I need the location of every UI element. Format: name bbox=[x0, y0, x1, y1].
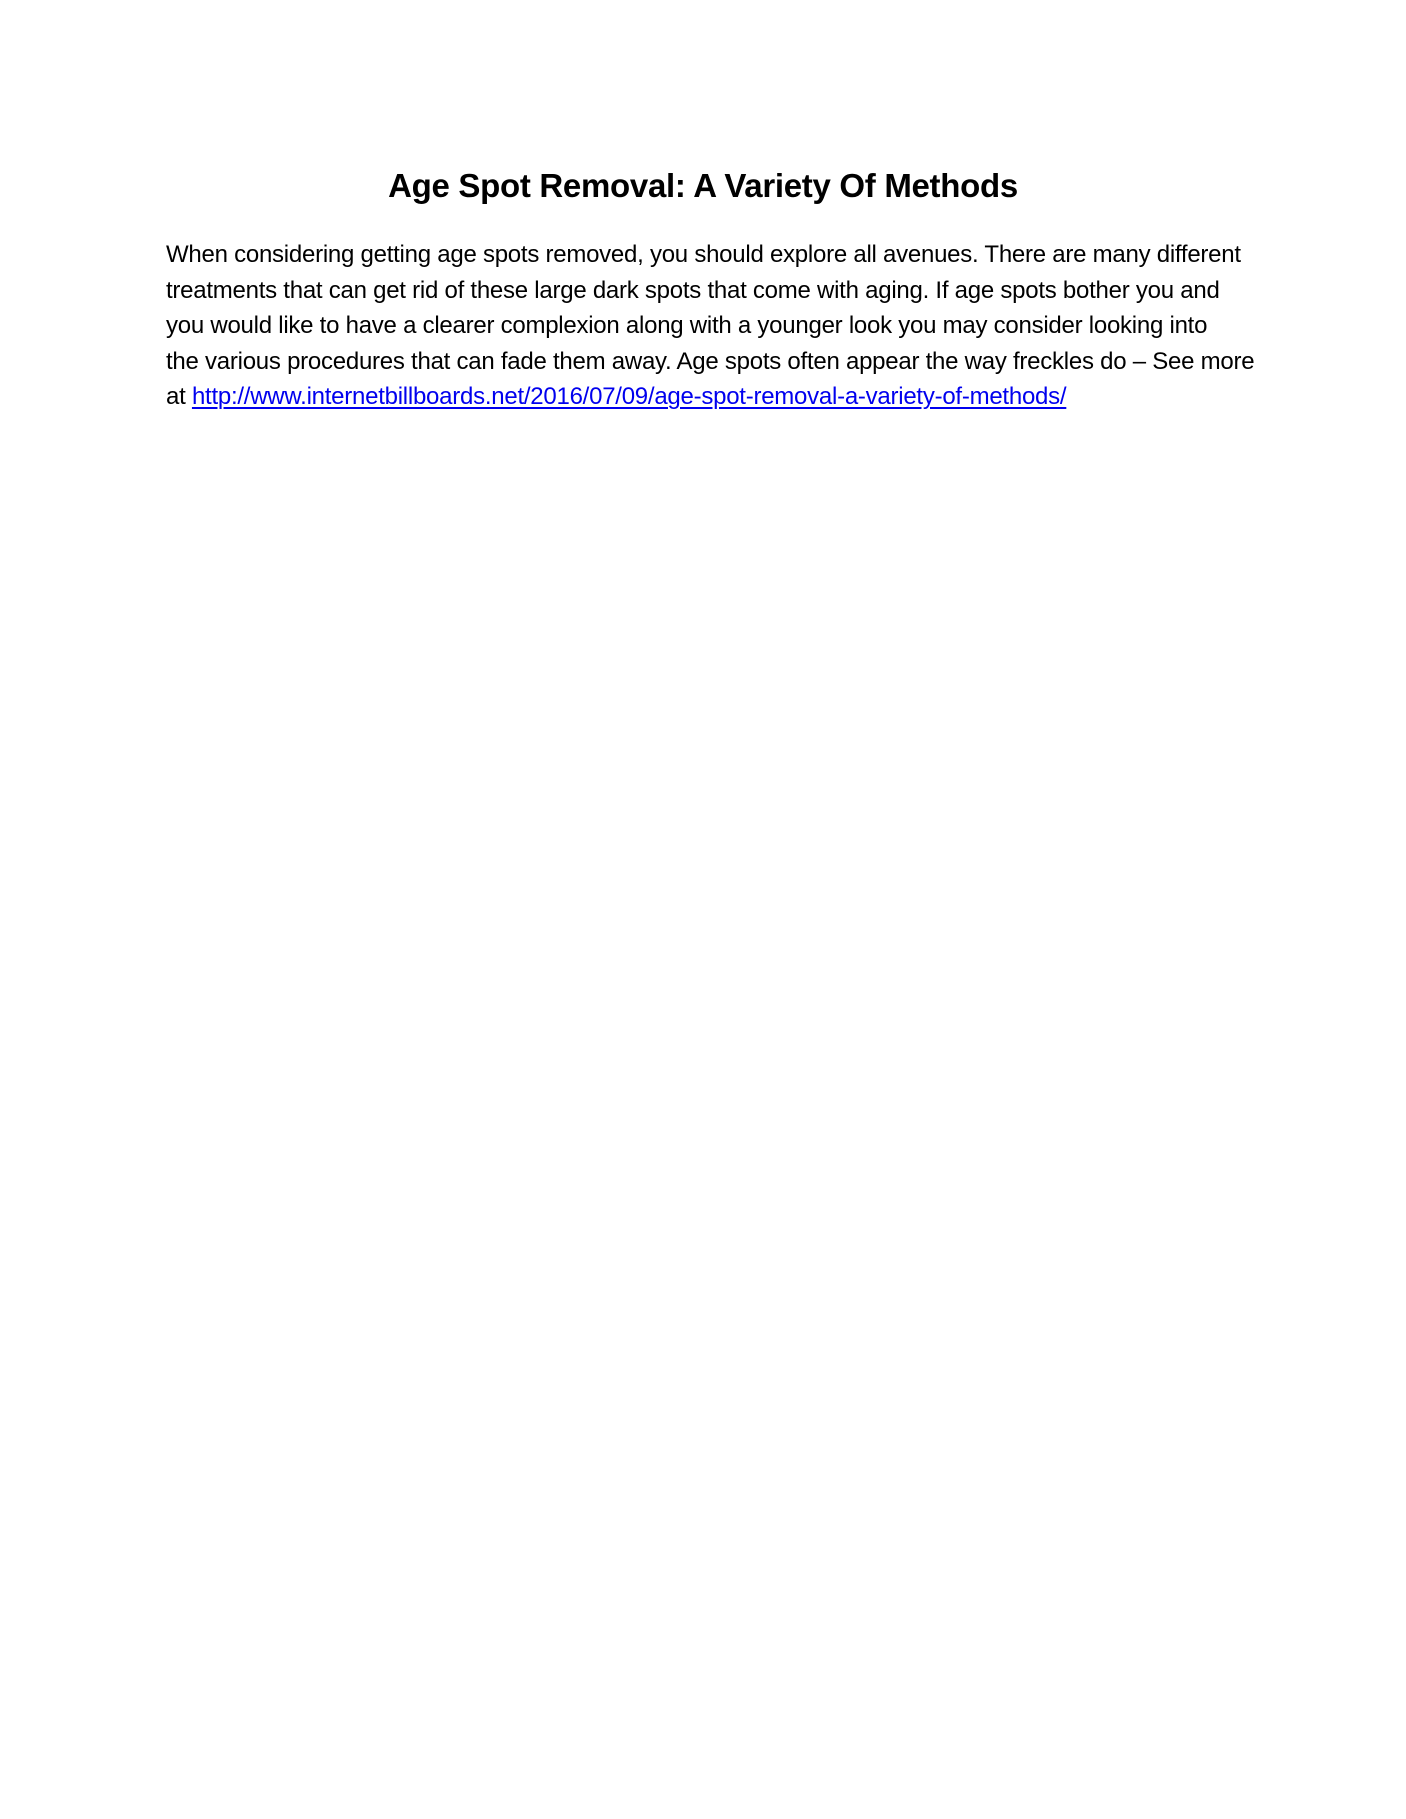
body-line: the various procedures that can fade them away. Age spots often appear the way freckles do – See more bbox=[166, 347, 1255, 375]
link-prefix: at bbox=[166, 383, 192, 410]
body-line: When considering getting age spots removed, you should explore all avenues. There are many different bbox=[166, 241, 1241, 268]
body-line: treatments that can get rid of these large dark spots that come with aging. If age spots bother you and bbox=[166, 276, 1220, 304]
source-link[interactable]: http://www.internetbillboards.net/2016/07/09/age-spot-removal-a-variety-of-methods/ bbox=[191, 383, 1067, 410]
document-title: Age Spot Removal: A Variety Of Methods bbox=[388, 167, 1018, 204]
document-body bbox=[166, 237, 1256, 415]
body-line-with-link bbox=[166, 379, 1256, 415]
body-line: you would like to have a clearer complexion along with a younger look you may consider looking into bbox=[166, 312, 1208, 339]
